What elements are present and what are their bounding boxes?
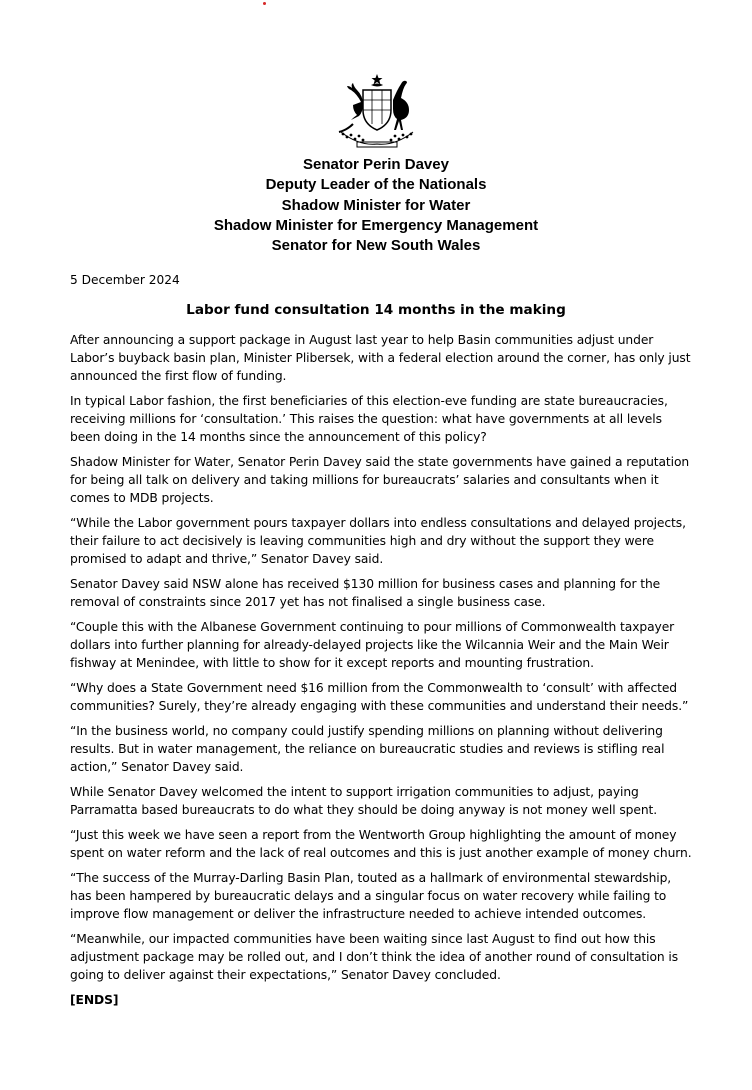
paragraph: After announcing a support package in August last year to help Basin communities adjust under Labor’s buyback basin plan, Minister Plibersek, with a federal election around the corner, has only just announced the first flow of funding.	[70, 333, 691, 383]
paragraph: Shadow Minister for Water, Senator Perin Davey said the state governments have gained a reputation for being all talk on delivery and taking millions for bureaucrats’ salaries and consultants when it comes to MDB projects.	[70, 455, 690, 505]
paragraph: “Just this week we have seen a report from the Wentworth Group highlighting the amount of money spent on water reform and the lack of real outcomes and this is just another example of money churn.	[70, 828, 692, 860]
red-mark	[263, 2, 266, 5]
commonwealth-coat-of-arms-icon	[331, 72, 423, 150]
senator-header	[0, 155, 752, 256]
paragraph: “Meanwhile, our impacted communities have been waiting since last August to find out how this adjustment package may be rolled out, and I don’t think the idea of another round of consultation is going to deliver against their expectations,” Senator Davey concluded.	[70, 932, 679, 982]
paragraph: “Why does a State Government need $16 million from the Commonwealth to ‘consult’ with affected communities? Surely, they’re already engaging with these communities and understand their needs.”	[70, 681, 689, 713]
release-headline: Labor fund consultation 14 months in the making	[186, 302, 566, 318]
paragraph: “In the business world, no company could justify spending millions on planning without delivering results. But in water management, the reliance on bureaucratic studies and reviews is stifling real action,” Senator Davey said.	[70, 724, 665, 774]
senator-title-3: Shadow Minister for Emergency Management	[213, 216, 539, 234]
paragraph: While Senator Davey welcomed the intent to support irrigation communities to adjust, paying Parramatta based bureaucrats to do what they should be doing anyway is not money well spent.	[70, 785, 658, 817]
senator-title-4: Senator for New South Wales	[271, 237, 481, 255]
paragraph: “Couple this with the Albanese Government continuing to pour millions of Commonwealth taxpayer dollars into further planning for already-delayed projects like the Wilcannia Weir and the Main Weir fishway at Menindee, with little to show for it except reports and mounting frustration.	[70, 620, 675, 670]
senator-name: Senator Perin Davey	[303, 156, 449, 173]
paragraph: In typical Labor fashion, the first beneficiaries of this election-eve funding are state bureaucracies, receiving millions for ‘consultation.’ This raises the question: what have governments at all levels been doing in the 14 months since the announcement of this policy?	[70, 394, 668, 444]
senator-title-1: Deputy Leader of the Nationals	[265, 176, 487, 194]
paragraph: Senator Davey said NSW alone has received $130 million for business cases and planning for the removal of constraints since 2017 yet has not finalised a single business case.	[70, 577, 661, 609]
release-body	[70, 331, 692, 1016]
release-date: 5 December 2024	[70, 273, 180, 287]
paragraph: “The success of the Murray-Darling Basin Plan, touted as a hallmark of environmental stewardship, has been hampered by bureaucratic delays and a singular focus on water recovery while failing to improve flow management or deliver the infrastructure needed to achieve intended outcomes.	[70, 871, 672, 921]
ends-marker: [ENDS]	[70, 993, 119, 1007]
paragraph: “While the Labor government pours taxpayer dollars into endless consultations and delayed projects, their failure to act decisively is leaving communities high and dry without the support they were promised to adapt and thrive,” Senator Davey said.	[70, 516, 686, 566]
senator-title-2: Shadow Minister for Water	[281, 196, 471, 214]
